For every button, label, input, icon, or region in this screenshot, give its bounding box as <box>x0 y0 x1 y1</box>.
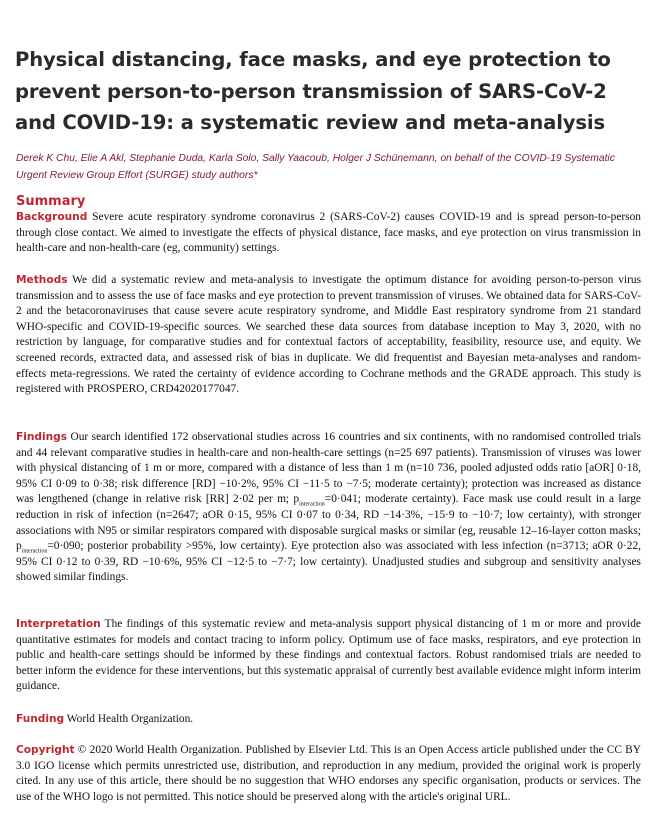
background-section <box>16 210 641 257</box>
background-label: Background <box>16 211 88 223</box>
copyright-section <box>16 743 641 805</box>
copyright-label: Copyright <box>16 744 75 756</box>
findings-text-2: =0·041; moderate certainty). Face mask use could result in a large reduction in risk of infection (n=2647; aOR 0·15, 95% CI 0·07 to 0·34, RD −14·3%, −15·9 to −10·7; low certainty), with stronger associations with N95 or similar respirators compared with disposable surgical masks or similar (eg, reusable 12–16-layer cotton masks; p <box>16 493 641 553</box>
funding-label: Funding <box>16 713 65 725</box>
summary-heading: Summary <box>16 194 86 209</box>
interpretation-text: The findings of this systematic review and meta-analysis support physical distancing of 1 m or more and provide quantitative estimates for models and contact tracing to inform policy. Optimum use of face masks, respirators, and eye protection in public and health-care settings should be informed by these findings and contextual factors. Robust randomised trials are needed to better inform the evidence for these interventions, but this systematic appraisal of currently best available evidence might inform interim guidance. <box>16 618 641 693</box>
copyright-text: 2020 World Health Organization. Published by Elsevier Ltd. This is an Open Access article published under the CC BY 3.0 IGO license which permits unrestricted use, distribution, and reproduction in any medium, provided the original work is properly cited. In any use of this article, there should be no suggestion that WHO endorses any specific organisation, products or services. The use of the WHO logo is not permitted. This notice should be preserved along with the article's original URL. <box>16 744 641 803</box>
findings-text-3: =0·090; posterior probability >95%, low certainty). Eye protection also was associated with less infection (n=3713; aOR 0·22, 95% CI 0·12 to 0·39, RD −10·6%, 95% CI −12·5 to −7·7; low certainty). Unadjusted studies and subgroup and sensitivity analyses showed similar findings. <box>16 540 641 584</box>
interpretation-section <box>16 617 641 695</box>
background-text: Severe acute respiratory syndrome coronavirus 2 (SARS-CoV-2) causes COVID-19 and is spread person-to-person through close contact. We aimed to investigate the effects of physical distance, face masks, and eye protection on virus transmission in health-care and non-health-care (eg, community) settings. <box>16 211 641 255</box>
copyright-symbol: © <box>77 744 87 756</box>
findings-subscript-1: interaction <box>299 501 325 508</box>
funding-text: World Health Organization. <box>66 713 194 725</box>
author-list: Derek K Chu, Elie A Akl, Stephanie Duda, Karla Solo, Sally Yaacoub, Holger J Schünemann, on behalf of the COVID-19 Systematic Urgent Review Group Effort (SURGE) study authors* <box>16 153 615 181</box>
findings-section <box>16 430 641 586</box>
findings-text-1: Our search identified 172 observational studies across 16 countries and six continents, with no randomised controlled trials and 44 relevant comparative studies in health-care and non-health-care settings (n=25 697 patients). Transmission of viruses was lower with physical distancing of 1 m or more, compared with a distance of less than 1 m (n=10 736, pooled adjusted odds ratio [aOR] 0·18, 95% CI 0·09 to 0·38; risk difference [RD] −10·2%, 95% CI −11·5 to −7·5; moderate certainty); protection was increased as distance was lengthened (change in relative risk [RR] 2·02 per m; p <box>16 431 641 506</box>
funding-section <box>16 712 641 728</box>
findings-label: Findings <box>16 431 68 443</box>
methods-section <box>16 273 641 398</box>
interpretation-label: Interpretation <box>16 618 101 630</box>
findings-subscript-2: interaction <box>21 548 48 555</box>
article-title: Physical distancing, face masks, and eye protection to prevent person-to-person transmission of SARS-CoV-2 and COVID-19: a systematic review and meta-analysis <box>15 48 611 134</box>
methods-text: We did a systematic review and meta-analysis to investigate the optimum distance for avoiding person-to-person virus transmission and to assess the use of face masks and eye protection to prevent transmission of viruses. We obtained data for SARS-CoV-2 and the betacoronaviruses that cause severe acute respiratory syndrome, and Middle East respiratory syndrome from 21 standard WHO-specific and COVID-19-specific sources. We searched these data sources from database inception to May 3, 2020, with no restriction by language, for comparative studies and for contextual factors of acceptability, feasibility, resource use, and equity. We screened records, extracted data, and assessed risk of bias in duplicate. We did frequentist and Bayesian meta-analyses and random-effects meta-regressions. We rated the certainty of evidence according to Cochrane methods and the GRADE approach. This study is registered with PROSPERO, CRD42020177047. <box>16 274 641 396</box>
methods-label: Methods <box>16 274 68 286</box>
